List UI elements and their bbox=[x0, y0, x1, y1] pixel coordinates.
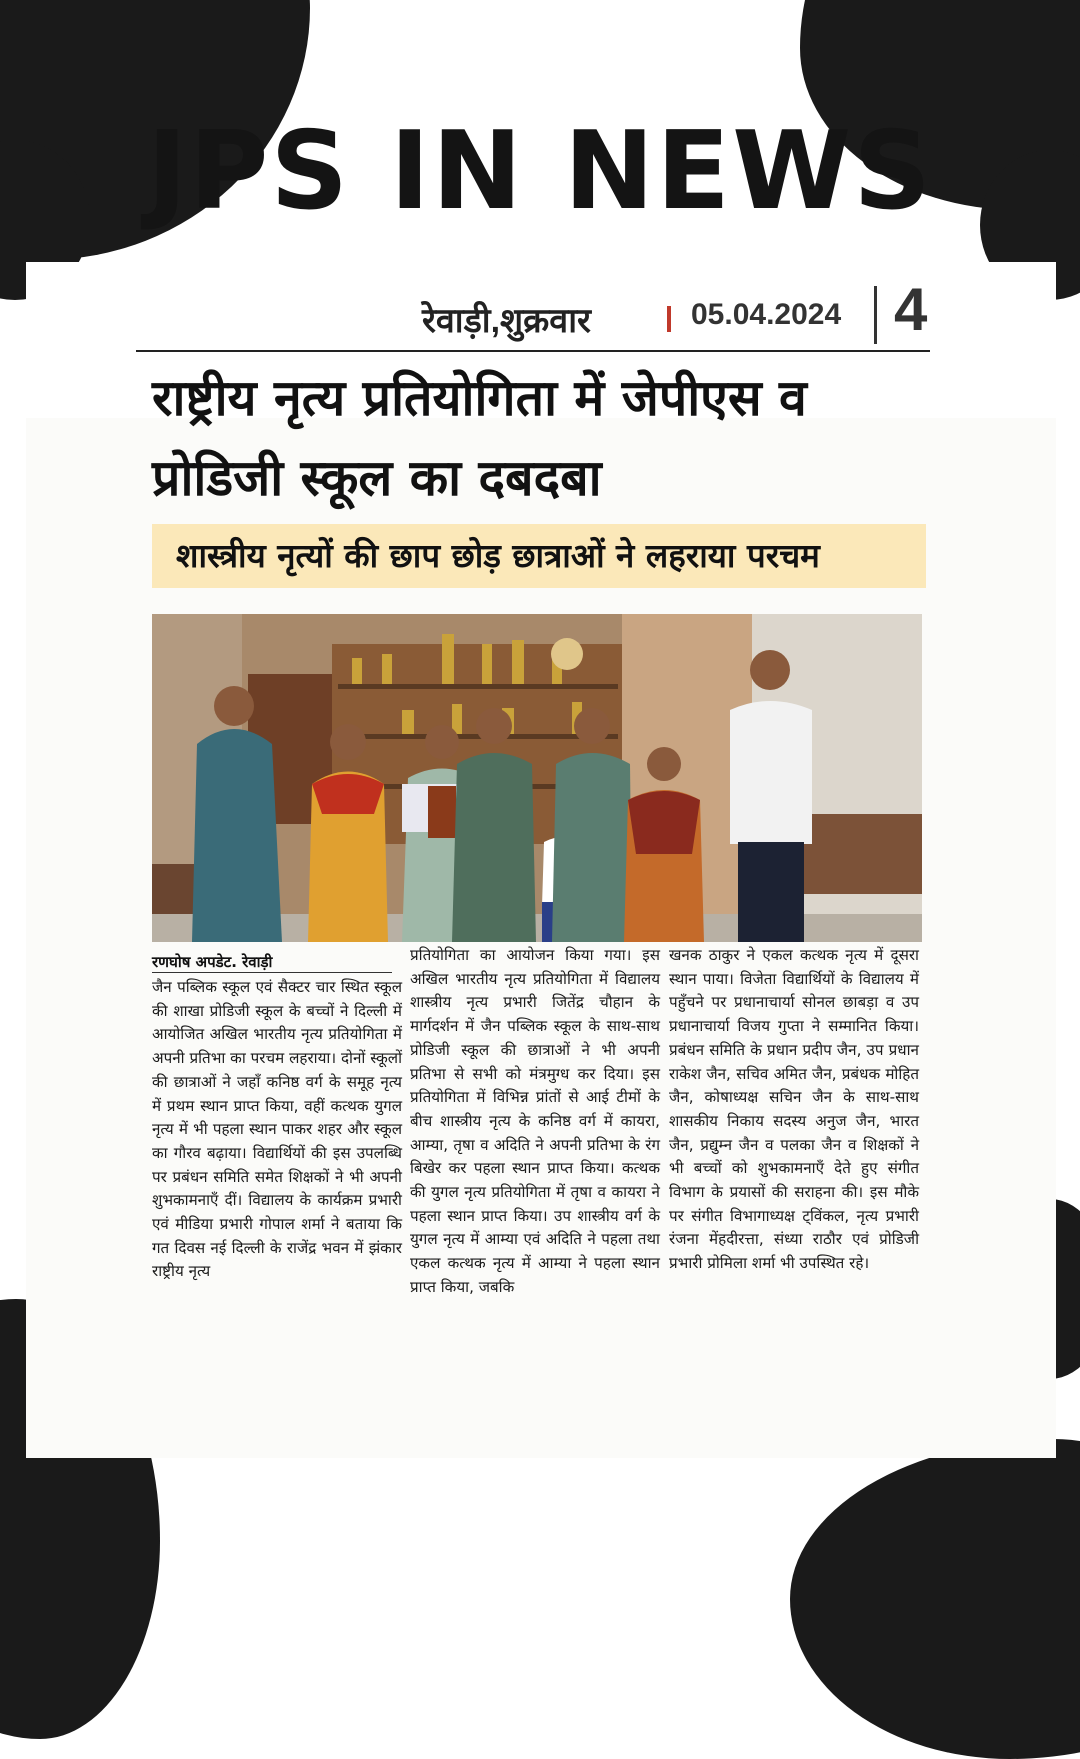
masthead-city-day: रेवाड़ी,शुक्रवार bbox=[422, 302, 591, 340]
masthead-rule bbox=[136, 350, 930, 352]
subheadline-band bbox=[152, 524, 926, 588]
article-byline: रणघोष अपडेट. रेवाड़ी bbox=[152, 953, 273, 971]
masthead bbox=[136, 276, 946, 356]
banner-title: JPS IN NEWS bbox=[147, 109, 933, 234]
masthead-page-number: 4 bbox=[894, 276, 928, 343]
article-subheadline: शास्त्रीय नृत्यों की छाप छोड़ छात्राओं ने लहराया परचम bbox=[176, 536, 820, 575]
masthead-date-marker bbox=[667, 306, 671, 332]
masthead-date: 05.04.2024 bbox=[691, 298, 842, 331]
article-headline: राष्ट्रीय नृत्य प्रतियोगिता में जेपीएस व प्रोडिजी स्कूल का दबदबा bbox=[152, 369, 807, 507]
article-photo bbox=[152, 614, 922, 942]
decor-blob-bottom-right bbox=[790, 1439, 1080, 1759]
article-column-2: प्रतियोगिता का आयोजन किया गया। इस अखिल भारतीय नृत्य प्रतियोगिता में विद्यालय शास्त्रीय नृत्य प्रभारी जितेंद्र चौहान के मार्गदर्शन में जैन पब्लिक स्कूल के साथ-साथ प्रोडिजी स्कूल की छात्राओं ने भी अपनी प्रतिभा से सभी को मंत्रमुग्ध कर दिया। इस प्रतियोगिता में विभिन्न प्रांतों से आई टीमों के बीच शास्त्रीय नृत्य के कनिष्ठ वर्ग में कायरा, आम्या, तृषा व अदिति ने अपनी प्रतिभा के रंग बिखेर कर पहला स्थान प्राप्त किया। कत्थक की युगल नृत्य प्रतियोगिता में तृषा व कायरा ने पहला स्थान प्राप्त किया। उप शास्त्रीय वर्ग के युगल नृत्य में आम्या एवं अदिति ने पहला तथा एकल कत्थक नृत्य में आम्या ने पहला स्थान प्राप्त किया, जबकि bbox=[410, 946, 660, 1296]
newspaper-clipping bbox=[26, 262, 1056, 1458]
masthead-separator bbox=[874, 286, 877, 344]
article-column-1: जैन पब्लिक स्कूल एवं सैक्टर चार स्थित स्कूल की शाखा प्रोडिजी स्कूल के बच्चों ने दिल्ली में आयोजित अखिल भारतीय नृत्य प्रतियोगिता में अपनी प्रतिभा का परचम लहराया। दोनों स्कूलों की छात्राओं ने जहाँ कनिष्ठ वर्ग के समूह नृत्य में प्रथम स्थान प्राप्त किया, वहीं कत्थक युगल नृत्य में भी पहला स्थान पाकर शहर और स्कूल का गौरव बढ़ाया। विद्यार्थियों की इस उपलब्धि पर प्रबंधन समिति समेत शिक्षकों ने भी अपनी शुभकामनाएँ दीं। विद्यालय के कार्यक्रम प्रभारी एवं मीडिया प्रभारी गोपाल शर्मा ने बताया कि गत दिवस नई दिल्ली के राजेंद्र भवन में झंकार राष्ट्रीय नृत्य bbox=[152, 978, 402, 1281]
group-photo-illustration bbox=[152, 614, 922, 942]
byline-rule bbox=[152, 972, 392, 973]
article-column-3: खनक ठाकुर ने एकल कत्थक नृत्य में दूसरा स्थान पाया। विजेता विद्यार्थियों के विद्यालय में पहुँचने पर प्रधानाचार्या सोनल छाबड़ा व उप प्रधानाचार्या विजय गुप्ता ने सम्मानित किया। प्रबंधन समिति के प्रधान प्रदीप जैन, उप प्रधान राकेश जैन, सचिव अमित जैन, प्रबंधक मोहित जैन, कोषाध्यक्ष सचिन जैन के साथ-साथ शासकीय निकाय सदस्य अनुज जैन, भारत जैन, प्रद्युम्न जैन व पलका जैन व शिक्षकों ने भी बच्चों को शुभकामनाएँ देते हुए संगीत विभाग के प्रयासों की सराहना की। इस मौके पर संगीत विभागाध्यक्ष ट्विंकल, नृत्य प्रभारी रंजना मेंहदीरत्ता, संध्या राठौर एवं प्रोडिजी प्रभारी प्रोमिला शर्मा भी उपस्थित रहे। bbox=[669, 946, 919, 1273]
